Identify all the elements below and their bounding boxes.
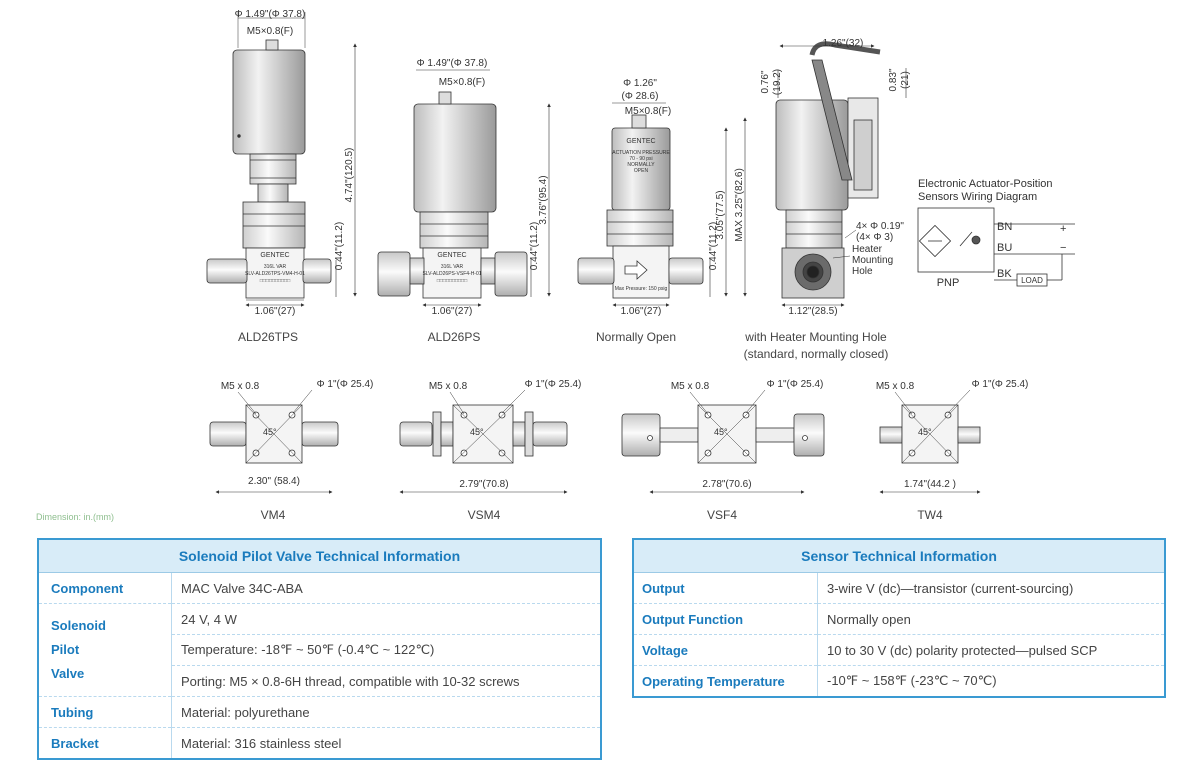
- ald26ps-side: 0.44"(11.2): [529, 221, 540, 271]
- no-brand: GENTEC: [626, 138, 656, 145]
- heater-holes-mm: (4× Φ 3): [856, 232, 894, 243]
- vsf4-thread: M5 x 0.8: [670, 381, 710, 392]
- wire-load: LOAD: [1021, 276, 1043, 285]
- tw4-thread: M5 x 0.8: [875, 381, 915, 392]
- vsf4-angle: 45°: [714, 427, 728, 437]
- no-diameter-in: Φ 1.26": [623, 78, 657, 89]
- vsf4-width: 2.78"(70.6): [702, 479, 752, 490]
- tw4-width: 1.74"(44.2 ): [904, 479, 956, 490]
- no-label-3: NORMALLY: [627, 162, 655, 168]
- sensor-table-title: Sensor Technical Information: [633, 539, 1165, 573]
- heater-holes-in: 4× Φ 0.19": [856, 221, 904, 232]
- heater-label-1: Heater: [852, 244, 883, 255]
- vsm4-width: 2.79"(70.8): [459, 479, 509, 490]
- spv-value-porting: Porting: M5 × 0.8-6H thread, compatible with 10-32 screws: [172, 666, 602, 697]
- vm4-dia: Φ 1"(Φ 25.4): [316, 379, 374, 390]
- ald26tps-diameter: Φ 1.49"(Φ 37.8): [234, 9, 306, 20]
- fitting-drawing-tw4: [880, 390, 980, 492]
- component-label: Component: [38, 573, 172, 604]
- vsm4-angle: 45°: [470, 427, 484, 437]
- heater-top-width: 1.26"(32): [822, 38, 864, 49]
- spv-label-2: Pilot: [51, 642, 80, 657]
- operating-temperature-value: -10℉ ~ 158℉ (-23℃ ~ 70℃): [818, 666, 1166, 698]
- ald26tps-thread: M5×0.8(F): [246, 26, 294, 37]
- ald26tps-model: SLV-ALD26TPS-VM4-H-01: [245, 271, 305, 277]
- caption-vm4: VM4: [260, 508, 286, 522]
- heater-left-in: 0.76": [760, 70, 771, 94]
- vm4-width: 2.30" (58.4): [248, 476, 300, 487]
- solenoid-table-title: Solenoid Pilot Valve Technical Information: [38, 539, 601, 573]
- voltage-value: 10 to 30 V (dc) polarity protected—pulsed SCP: [818, 635, 1166, 666]
- no-max-height: MAX 3.25"(82.6): [734, 168, 745, 242]
- sensor-spec-table: [632, 538, 1166, 698]
- ald26tps-material: 316L VAR: [263, 264, 287, 270]
- wiring-title-1: Electronic Actuator-Position: [918, 178, 1053, 190]
- wire-bn: BN: [997, 221, 1013, 233]
- ald26tps-height: 4.74"(120.5): [344, 147, 355, 203]
- vm4-thread: M5 x 0.8: [220, 381, 260, 392]
- no-height: 3.05"(77.5): [715, 190, 726, 240]
- ald26ps-thread: M5×0.8(F): [438, 77, 486, 88]
- caption-normally-open: Normally Open: [595, 330, 677, 344]
- ald26ps-height: 3.76"(95.4): [538, 175, 549, 225]
- no-label-1: ACTUATION PRESSURE: [612, 150, 670, 156]
- no-thread: M5×0.8(F): [624, 106, 672, 117]
- wire-pnp: PNP: [936, 277, 960, 289]
- vsm4-thread: M5 x 0.8: [428, 381, 468, 392]
- no-label-2: 70 - 90 psi: [629, 156, 653, 162]
- component-value: MAC Valve 34C-ABA: [172, 573, 602, 604]
- ald26ps-width: 1.06"(27): [431, 306, 473, 317]
- heater-right-in: 0.83": [888, 68, 899, 92]
- fitting-drawing-vsf4: [622, 390, 824, 492]
- caption-vsf4: VSF4: [706, 508, 738, 522]
- solenoid-pilot-valve-label: [38, 604, 172, 697]
- ald26ps-model: SLV-ALD26PS-VSF4-H-01: [422, 271, 482, 277]
- heater-left-mm: (19.2): [772, 68, 783, 96]
- dimension-note: Dimension: in.(mm): [36, 512, 115, 522]
- spv-value-power: 24 V, 4 W: [172, 604, 602, 635]
- tubing-label: Tubing: [38, 697, 172, 728]
- output-label: Output: [633, 573, 818, 604]
- wire-bk: BK: [997, 268, 1012, 280]
- spv-value-temperature: Temperature: -18℉ ~ 50℉ (-0.4℃ ~ 122℃): [172, 635, 602, 666]
- wiring-title-2: Sensors Wiring Diagram: [918, 191, 1038, 203]
- wire-bu: BU: [997, 242, 1013, 254]
- tw4-angle: 45°: [918, 427, 932, 437]
- caption-ald26tps: ALD26TPS: [237, 330, 299, 344]
- bracket-label: Bracket: [38, 728, 172, 760]
- ald26ps-brand: GENTEC: [437, 252, 467, 259]
- spv-label-3: Valve: [51, 666, 85, 681]
- tubing-value: Material: polyurethane: [172, 697, 602, 728]
- vsm4-dia: Φ 1"(Φ 25.4): [524, 379, 582, 390]
- no-side: 0.44"(11.2): [708, 221, 719, 271]
- heater-right-mm: (21): [900, 71, 911, 89]
- vm4-angle: 45°: [263, 427, 277, 437]
- ald26tps-side: 0.44"(11.2): [334, 221, 345, 271]
- vsf4-dia: Φ 1"(Φ 25.4): [766, 379, 824, 390]
- operating-temperature-label: Operating Temperature: [633, 666, 818, 698]
- heater-width: 1.12"(28.5): [788, 306, 838, 317]
- caption-heater: with Heater Mounting Hole: [745, 330, 887, 344]
- valve-drawing-ald26ps: [378, 70, 549, 305]
- ald26tps-brand: GENTEC: [260, 252, 290, 259]
- voltage-label: Voltage: [633, 635, 818, 666]
- ald26ps-material: 316L VAR: [440, 264, 464, 270]
- ald26tps-width: 1.06"(27): [254, 306, 296, 317]
- bracket-value: Material: 316 stainless steel: [172, 728, 602, 760]
- wire-plus: +: [1060, 223, 1067, 235]
- fitting-drawing-vsm4: [400, 390, 567, 492]
- no-width: 1.06"(27): [620, 306, 662, 317]
- no-label-4: OPEN: [633, 168, 649, 174]
- ald26ps-diameter: Φ 1.49"(Φ 37.8): [416, 58, 488, 69]
- ald26tps-serial: □□□□□□□□□□: [259, 278, 291, 284]
- caption-tw4: TW4: [917, 508, 943, 522]
- tw4-dia: Φ 1"(Φ 25.4): [971, 379, 1029, 390]
- spv-label-1: Solenoid: [51, 618, 106, 633]
- no-pressure: Max Pressure: 150 psig: [614, 286, 668, 292]
- heater-label-3: Hole: [852, 266, 873, 277]
- valve-drawing-ald26tps: [207, 12, 355, 305]
- no-diameter-mm: (Φ 28.6): [621, 91, 659, 102]
- heater-label-2: Mounting: [852, 255, 894, 266]
- output-function-label: Output Function: [633, 604, 818, 635]
- ald26ps-serial: □□□□□□□□□□: [436, 278, 468, 284]
- output-value: 3-wire V (dc)—transistor (current-sourcing): [818, 573, 1166, 604]
- caption-vsm4: VSM4: [467, 508, 501, 522]
- output-function-value: Normally open: [818, 604, 1166, 635]
- caption-heater-note: (standard, normally closed): [743, 347, 889, 361]
- solenoid-spec-table: [37, 538, 602, 760]
- caption-ald26ps: ALD26PS: [427, 330, 481, 344]
- wire-minus: −: [1060, 242, 1067, 254]
